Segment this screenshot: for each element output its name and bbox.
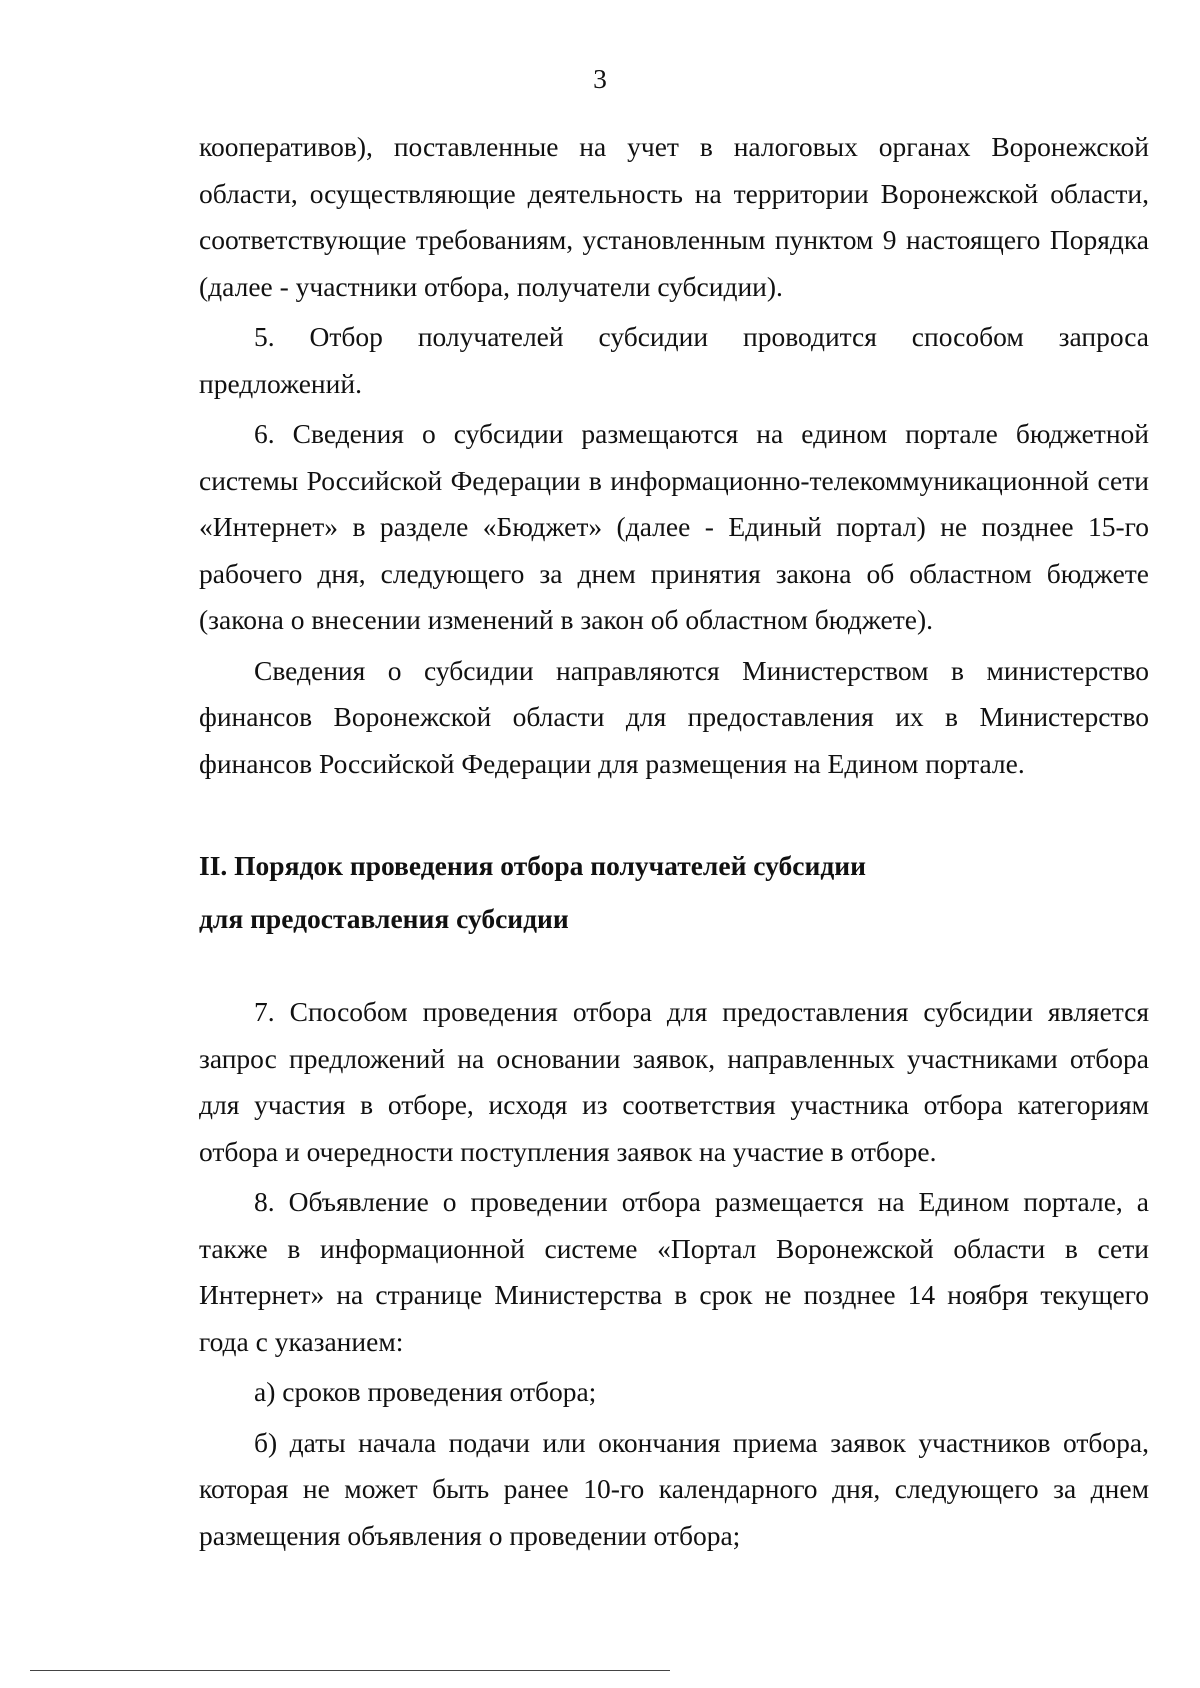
page-number: 3 (593, 63, 607, 94)
section-title-line-2: для предоставления субсидии (199, 903, 569, 934)
paragraph-item-6-continued: Сведения о субсидии направляются Министерством в министерство финансов Воронежской области для предоставления их в Министерство финансов Российской Федерации для размещения на Едином портале. (199, 654, 1149, 779)
paragraph-item-8a: а) сроков проведения отбора; (254, 1376, 597, 1407)
paragraph-item-8: 8. Объявление о проведении отбора размещается на Едином портале, а также в информационной системе «Портал Воронежской области в сети Интернет» на странице Министерства в срок не позднее 14 ноября текущего года с указанием: (199, 1186, 1149, 1357)
paragraph-continuation: кооперативов), поставленные на учет в налоговых органах Воронежской области, осуществляющие деятельность на территории Воронежской области, соответствующие требованиям, установленным пунктом 9 настоящего Порядка (далее - участники отбора, получатели субсидии). (199, 131, 1149, 302)
paragraph-item-8b: б) даты начала подачи или окончания приема заявок участников отбора, которая не может быть ранее 10-го календарного дня, следующего за днем размещения объявления о проведении отбора; (199, 1426, 1149, 1551)
paragraph-item-6: 6. Сведения о субсидии размещаются на едином портале бюджетной системы Российской Федерации в информационно-телекоммуникационной сети «Интернет» в разделе «Бюджет» (далее - Единый портал) не позднее 15-го рабочего дня, следующего за днем принятия закона об областном бюджете (закона о внесении изменений в закон об областном бюджете). (199, 418, 1149, 635)
section-title-line-1: II. Порядок проведения отбора получателей субсидии (199, 850, 866, 881)
paragraph-item-7: 7. Способом проведения отбора для предоставления субсидии является запрос предложений на основании заявок, направленных участниками отбора для участия в отборе, исходя из соответствия участника отбора категориям отбора и очередности поступления заявок на участие в отборе. (199, 996, 1149, 1167)
footer-rule (30, 1670, 670, 1671)
document-body (199, 124, 1149, 1559)
paragraph-item-5: 5. Отбор получателей субсидии проводится способом запроса предложений. (199, 321, 1149, 399)
